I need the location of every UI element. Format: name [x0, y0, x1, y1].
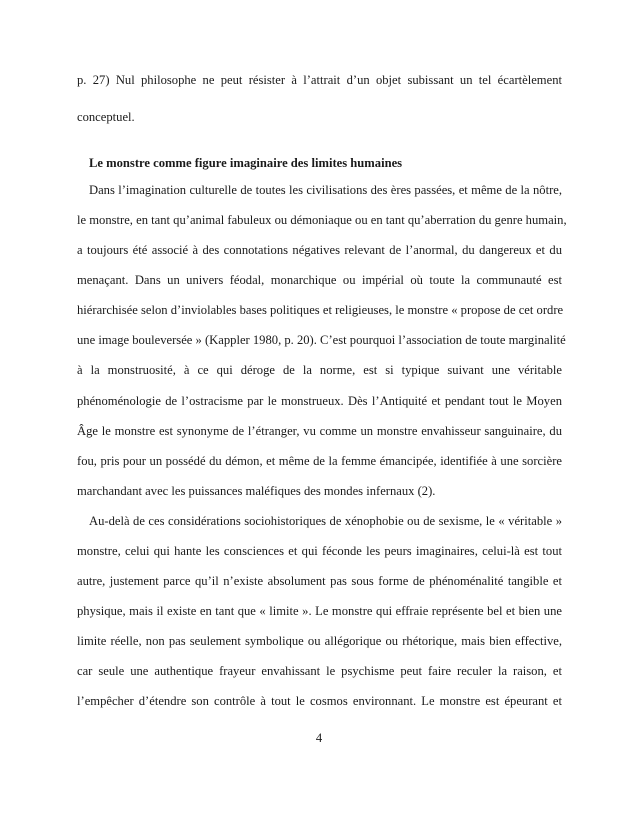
body-line: le monstre, en tant qu’animal fabuleux ou démoniaque ou en tant qu’aberration du genre humain, — [77, 213, 567, 227]
body-line: monstre, celui qui hante les consciences et qui féconde les peurs imaginaires, celui-là est tout — [77, 544, 562, 558]
body-line: physique, mais il existe en tant que « limite ». Le monstre qui effraie représente bel et bien une — [77, 604, 562, 618]
body-line: a toujours été associé à des connotations négatives relevant de l’anormal, du dangereux et du — [77, 243, 562, 257]
body-line: Âge le monstre est synonyme de l’étranger, vu comme un monstre envahisseur sanguinaire, du — [77, 424, 562, 438]
body-line: fou, pris pour un possédé du démon, et même de la femme émancipée, identifiée à une sorcière — [77, 454, 562, 468]
body-line: Au-delà de ces considérations sociohistoriques de xénophobie ou de sexisme, le « véritable » — [89, 514, 562, 528]
body-line: limite réelle, non pas seulement symbolique ou allégorique ou rhétorique, mais bien effective, — [77, 634, 562, 648]
body-line: hiérarchisée selon d’inviolables bases politiques et religieuses, le monstre « propose de cet ordre — [77, 303, 564, 317]
body-line: l’empêcher d’étendre son contrôle à tout le cosmos environnant. Le monstre est épeurant et — [77, 694, 562, 708]
page-number: 4 — [315, 731, 323, 745]
body-line: car seule une authentique frayeur envahissant le psychisme peut faire reculer la raison, et — [77, 664, 562, 678]
body-line: à la monstruosité, à ce qui déroge de la norme, est si typique suivant une véritable — [77, 363, 562, 377]
section-heading: Le monstre comme figure imaginaire des limites humaines — [89, 156, 403, 170]
body-line: menaçant. Dans un univers féodal, monarchique ou impérial où toute la communauté est — [77, 273, 562, 287]
body-line: conceptuel. — [77, 110, 135, 124]
body-line: une image bouleversée » (Kappler 1980, p. 20). C’est pourquoi l’association de toute marginalité — [77, 333, 566, 347]
body-line: p. 27) Nul philosophe ne peut résister à l’attrait d’un objet subissant un tel écartèlement — [77, 73, 562, 87]
body-line: Dans l’imagination culturelle de toutes les civilisations des ères passées, et même de la nôtre, — [89, 183, 562, 197]
body-line: autre, justement parce qu’il n’existe absolument pas sous forme de phénoménalité tangible et — [77, 574, 562, 588]
body-line: marchandant avec les puissances maléfiques des mondes infernaux (2). — [77, 484, 436, 498]
body-line: phénoménologie de l’ostracisme par le monstrueux. Dès l’Antiquité et pendant tout le Moyen — [77, 394, 562, 408]
